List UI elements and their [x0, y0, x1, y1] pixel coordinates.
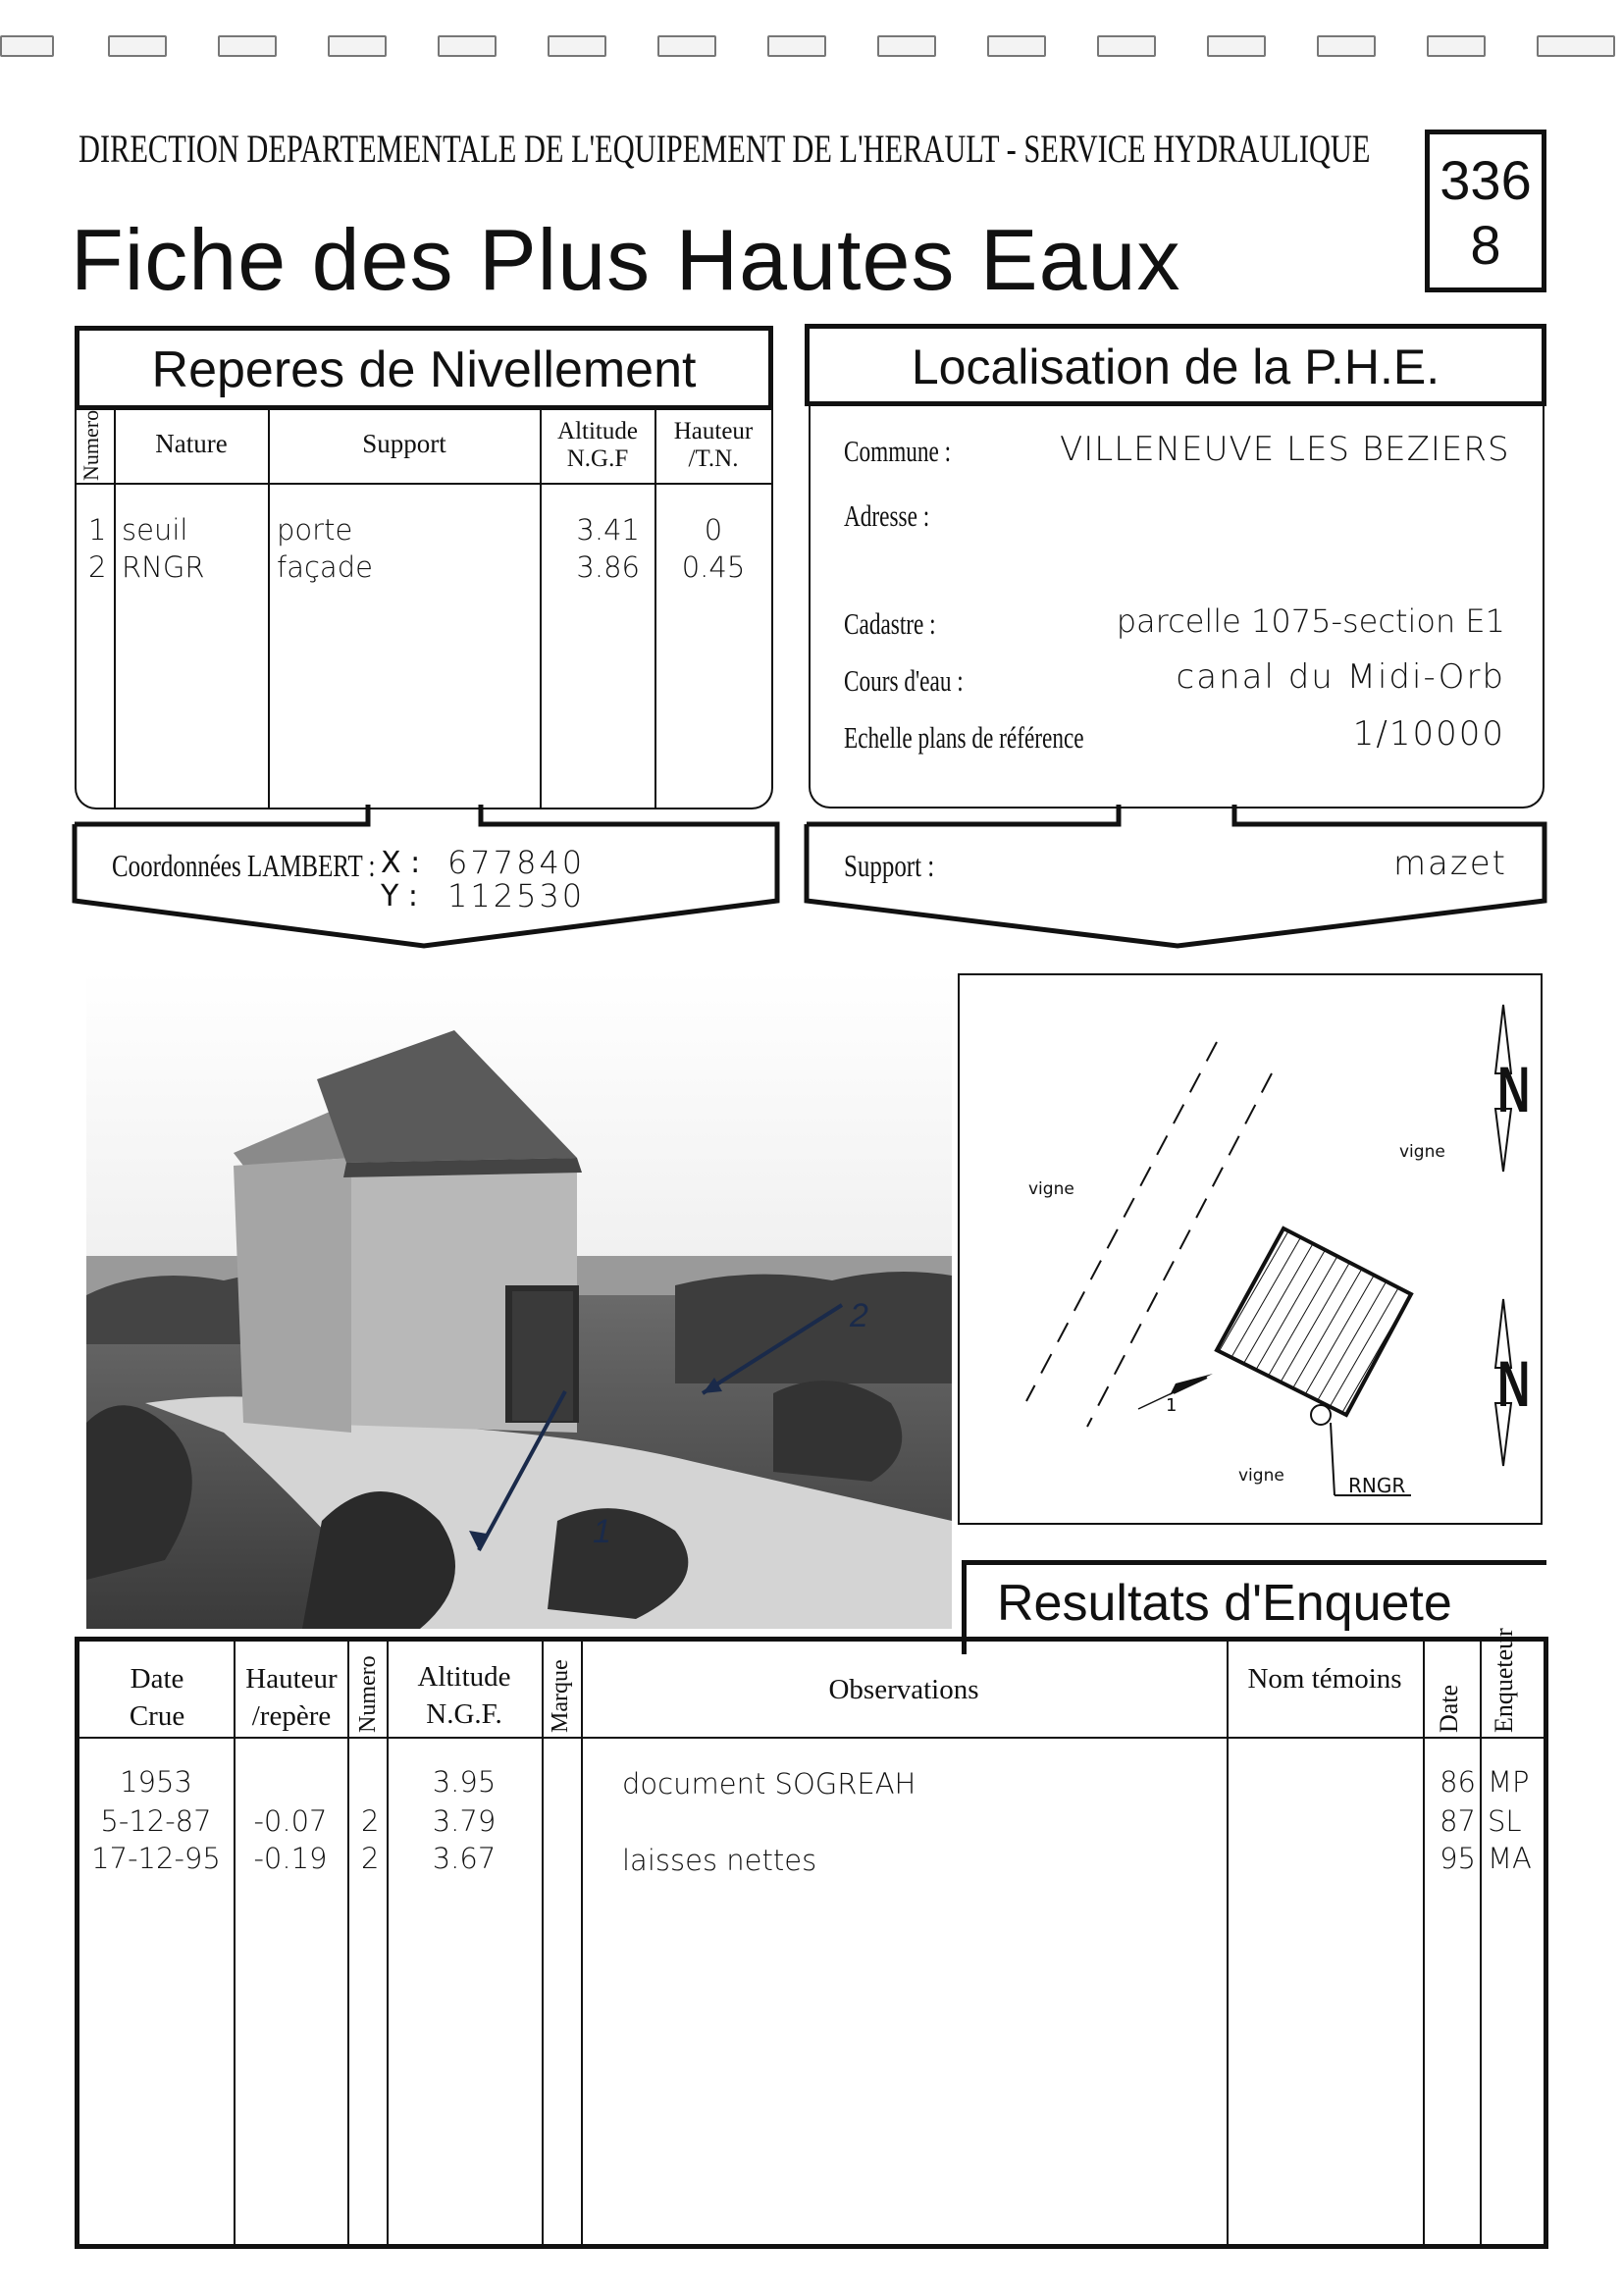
plan-vigne-right: vigne	[1399, 1142, 1445, 1162]
resultat-observations: laisses nettes	[622, 1844, 817, 1877]
north-arrow-bottom: N	[1497, 1347, 1531, 1420]
col-nature-header: Nature	[155, 429, 228, 458]
resultat-altitude: 3.67	[432, 1842, 497, 1875]
resultat-altitude: 3.79	[432, 1804, 497, 1838]
lambert-x-label: X :	[381, 846, 421, 880]
repere-support: porte	[277, 513, 353, 547]
resultat-date-crue: 5-12-87	[100, 1804, 212, 1838]
plan-vigne-left: vigne	[1028, 1179, 1074, 1199]
col-support-header: Support	[362, 429, 446, 458]
lambert-y-label: Y :	[381, 879, 418, 913]
col-altitude-header: Altitude N.G.F	[557, 418, 638, 472]
reperes-title: Reperes de Nivellement	[151, 341, 697, 398]
repere-hauteur: 0	[704, 513, 723, 547]
echelle-label: Echelle plans de référence	[844, 720, 1084, 755]
col-date-crue-header: Date Crue	[129, 1663, 185, 1732]
col-marque-header: Marque	[548, 1659, 573, 1733]
support-label: Support :	[844, 848, 935, 883]
north-arrow-top: N	[1497, 1053, 1531, 1125]
photo-marker-1: 1	[593, 1513, 611, 1550]
photo-illustration	[86, 971, 952, 1629]
resultat-date: 87	[1440, 1804, 1476, 1838]
echelle-value: 1/10000	[1352, 714, 1505, 754]
resultat-numero: 2	[361, 1842, 380, 1875]
resultat-date: 95	[1440, 1842, 1476, 1875]
col-altitude-ngf-header: Altitude N.G.F.	[417, 1661, 511, 1730]
resultat-altitude: 3.95	[432, 1765, 497, 1799]
resultat-hauteur: -0.07	[253, 1804, 328, 1838]
plan-marker-1: 1	[1166, 1395, 1178, 1416]
resultat-date-crue: 1953	[120, 1765, 192, 1799]
repere-nature: seuil	[122, 513, 188, 547]
cours-label: Cours d'eau :	[844, 663, 964, 698]
resultat-observations: document SOGREAH	[622, 1767, 916, 1800]
col-numero-header: Numero	[355, 1655, 381, 1733]
support-value: mazet	[1392, 844, 1507, 883]
localisation-title: Localisation de la P.H.E.	[911, 339, 1440, 394]
page-title: Fiche des Plus Hautes Eaux	[71, 211, 1181, 308]
col-hauteur-repere-header: Hauteur /repère	[245, 1663, 338, 1732]
site-photo	[86, 971, 952, 1629]
resultat-enqueteur: SL	[1488, 1804, 1522, 1838]
resultat-hauteur: -0.19	[253, 1842, 328, 1875]
col-numero-header: Numero	[79, 409, 103, 481]
lambert-label: Coordonnées LAMBERT :	[112, 848, 376, 883]
resultat-date-crue: 17-12-95	[91, 1842, 221, 1875]
service-heading: DIRECTION DEPARTEMENTALE DE L'EQUIPEMENT DE L'HERAULT - SERVICE HYDRAULIQUE	[79, 127, 1371, 171]
adresse-label: Adresse :	[844, 498, 930, 533]
cadastre-label: Cadastre :	[844, 606, 936, 641]
col-date-header: Date	[1435, 1684, 1463, 1733]
commune-label: Commune :	[844, 434, 952, 468]
repere-numero: 2	[88, 550, 107, 584]
col-observations-header: Observations	[828, 1674, 979, 1705]
cadastre-value: parcelle 1075-section E1	[1116, 602, 1505, 640]
plan-vigne-bottom: vigne	[1238, 1466, 1284, 1486]
reference-number: 336	[1440, 149, 1532, 211]
repere-nature: RNGR	[122, 550, 205, 584]
resultats-title: Resultats d'Enquete	[997, 1575, 1452, 1632]
repere-support: façade	[277, 550, 373, 584]
repere-hauteur: 0.45	[681, 550, 746, 584]
photo-marker-2: 2	[850, 1297, 868, 1334]
lambert-y-value: 112530	[447, 877, 586, 914]
col-nom-temoins-header: Nom témoins	[1247, 1663, 1402, 1695]
lambert-x-value: 677840	[447, 844, 586, 881]
plan-diagram	[958, 973, 1543, 1525]
col-hauteur-header: Hauteur /T.N.	[673, 418, 754, 472]
cours-value: canal du Midi-Orb	[1176, 657, 1505, 697]
col-enqueteur-header: Enqueteur	[1490, 1628, 1518, 1733]
resultat-numero: 2	[361, 1804, 380, 1838]
repere-altitude: 3.41	[576, 513, 640, 547]
repere-altitude: 3.86	[576, 550, 640, 584]
resultat-enqueteur: MA	[1488, 1842, 1532, 1875]
repere-numero: 1	[88, 513, 107, 547]
resultat-date: 86	[1440, 1765, 1476, 1799]
localisation-title-box	[805, 324, 1546, 406]
commune-value: VILLENEUVE LES BEZIERS	[1060, 430, 1510, 469]
reference-sub: 8	[1470, 214, 1501, 276]
reperes-title-box	[75, 326, 773, 410]
reference-box	[1425, 130, 1546, 292]
resultat-enqueteur: MP	[1488, 1765, 1530, 1799]
plan-rngr-label: RNGR	[1348, 1474, 1406, 1497]
plan-drawing	[960, 975, 1541, 1523]
